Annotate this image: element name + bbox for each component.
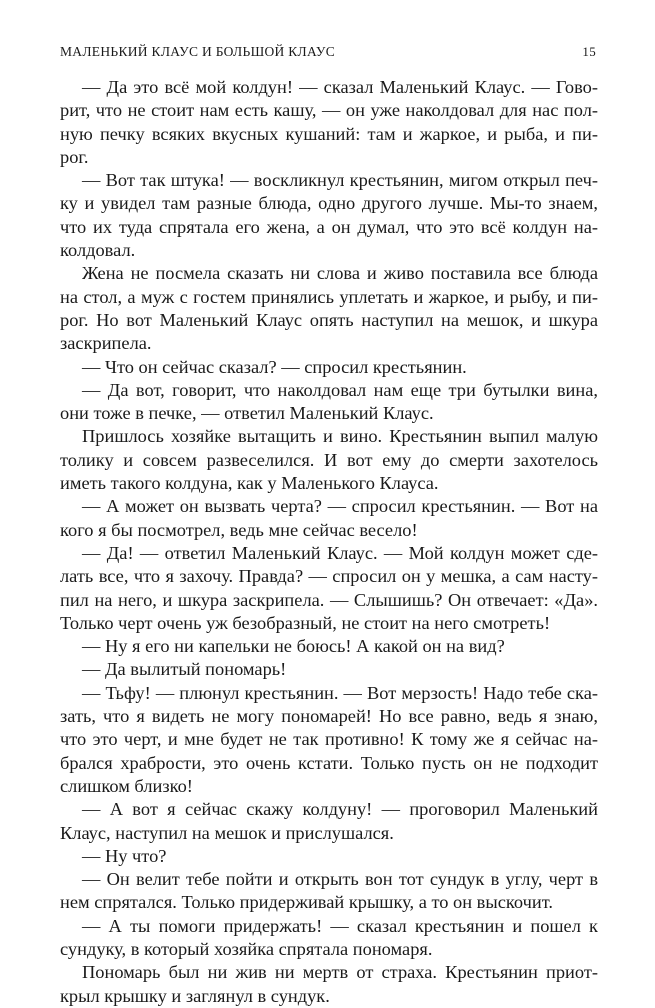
text-line: иметь такого колдуна, как у Маленького Клауса.	[60, 473, 439, 494]
text-line: колдовал.	[60, 240, 136, 261]
text-line: — Да это всё мой колдун! — сказал Маленький Клаус. — Гово-	[82, 77, 598, 97]
text-line: — Да вылитый пономарь!	[82, 659, 287, 680]
text-line: — Что он сейчас сказал? — спросил крестьянин.	[82, 356, 467, 377]
text-line: Жена не посмела сказать ни слова и живо поставила все блюда	[82, 263, 598, 284]
text-line: нем спрятался. Только придерживай крышку, а то он выскочит.	[60, 892, 553, 913]
text-line: Клаус, наступил на мешок и прислушался.	[60, 822, 394, 843]
text-line: — А вот я сейчас скажу колдуну! — проговорил Маленький	[82, 799, 598, 820]
text-line: пил на него, и шкура заскрипела. — Слышишь? Он отвечает: «Да».	[60, 589, 598, 610]
text-line: рит, что не стоит нам есть кашу, — он уже наколдовал для нас пол-	[60, 100, 598, 121]
text-line: они тоже в печке, — ответил Маленький Клаус.	[60, 403, 434, 424]
text-line: — Вот так штука! — воскликнул крестьянин, мигом открыл печ-	[82, 170, 598, 191]
text-line: на стол, а муж с гостем принялись уплетать и жаркое, и рыбу, и пи-	[60, 286, 598, 307]
text-line: что их туда спрятала его жена, а он думал, что это всё колдун на-	[60, 216, 598, 237]
text-line: — Тьфу! — плюнул крестьянин. — Вот мерзость! Надо тебе ска-	[82, 682, 598, 703]
text-line: — Да! — ответил Маленький Клаус. — Мой колдун может сде-	[82, 542, 598, 563]
text-line: заскрипела.	[60, 333, 152, 354]
text-line: зать, что я видеть не могу пономарей! Но все равно, ведь я знаю,	[60, 706, 598, 727]
text-line: рог. Но вот Маленький Клаус опять наступил на мешок, и шкура	[60, 309, 598, 330]
text-line: крыл крышку и заглянул в сундук.	[60, 985, 330, 1006]
text-line: брался храбрости, это очень кстати. Только пусть он не подходит	[60, 752, 598, 773]
text-line: — Он велит тебе пойти и открыть вон тот сундук в углу, черт в	[82, 869, 598, 890]
text-line: толику и совсем развеселился. И вот ему до смерти захотелось	[60, 449, 598, 470]
text-line: что это черт, и мне будет не так противно! К тому же я сейчас на-	[60, 729, 598, 750]
text-line: кого я бы посмотрел, ведь мне сейчас весело!	[60, 519, 418, 540]
text-line: — А может он вызвать черта? — спросил крестьянин. — Вот на	[82, 496, 598, 517]
text-line: сундуку, в который хозяйка спрятала пономаря.	[60, 938, 433, 959]
text-line: — Ну я его ни капельки не боюсь! А какой он на вид?	[82, 636, 505, 657]
body-text	[60, 76, 598, 1008]
text-line: рог.	[60, 146, 89, 167]
text-line: Пономарь был ни жив ни мертв от страха. Крестьянин приот-	[82, 962, 598, 983]
text-line: — А ты помоги придержать! — сказал крестьянин и пошел к	[82, 915, 598, 936]
text-line: лать все, что я захочу. Правда? — спросил он у мешка, а сам насту-	[60, 566, 598, 587]
text-line: — Ну что?	[82, 845, 167, 866]
book-page	[60, 0, 598, 1006]
text-line: Только черт очень уж безобразный, не стоит на него смотреть!	[60, 612, 551, 633]
text-line: слишком близко!	[60, 775, 193, 796]
text-line: ку и увидел там разные блюда, одно другого лучше. Мы-то знаем,	[60, 193, 598, 214]
text-line: ную печку всяких вкусных кушаний: там и жаркое, и рыба, и пи-	[60, 123, 598, 144]
running-header	[60, 44, 598, 62]
text-line: Пришлось хозяйке вытащить и вино. Крестьянин выпил малую	[82, 426, 598, 447]
page-number: 15	[582, 44, 596, 59]
text-line: — Да вот, говорит, что наколдовал нам еще три бутылки вина,	[82, 379, 598, 400]
running-title: МАЛЕНЬКИЙ КЛАУС И БОЛЬШОЙ КЛАУС	[60, 44, 336, 59]
